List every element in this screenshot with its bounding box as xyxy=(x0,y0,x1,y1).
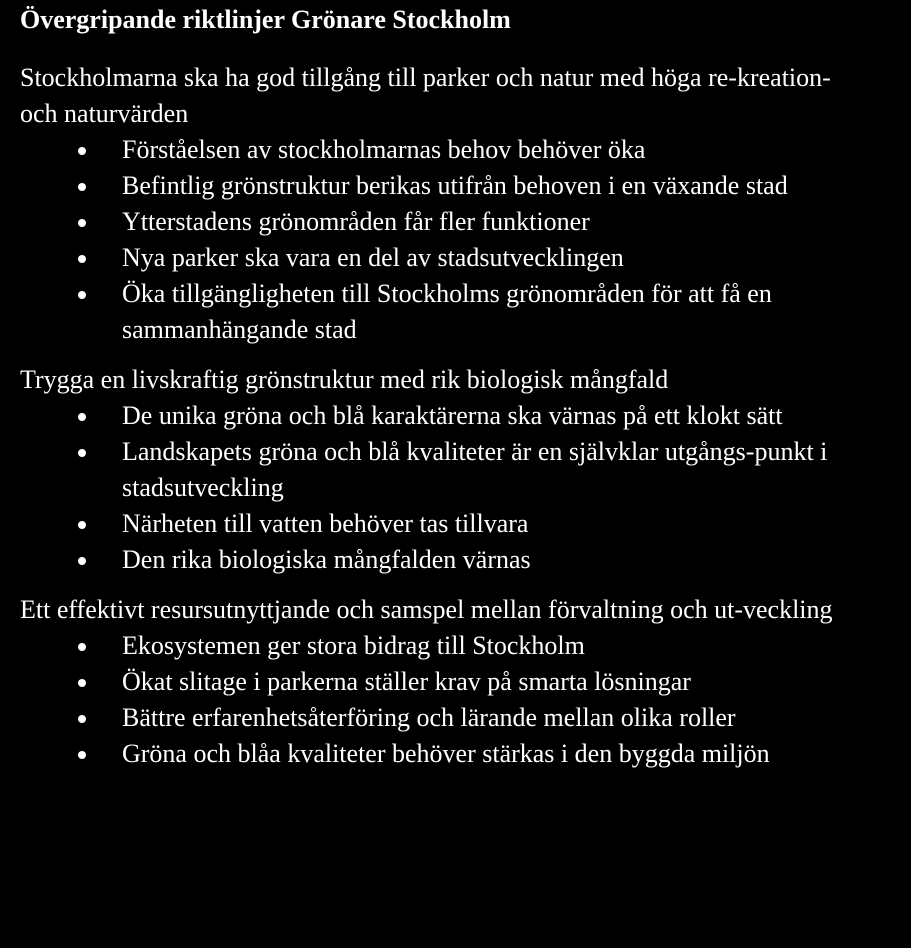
bullet-icon xyxy=(78,255,86,263)
list-item-text: Nya parker ska vara en del av stadsutvecklingen xyxy=(122,243,624,272)
bullet-icon xyxy=(78,449,86,457)
list-item xyxy=(20,664,881,700)
bullet-icon xyxy=(78,413,86,421)
bullet-icon xyxy=(78,521,86,529)
list-item xyxy=(20,628,881,664)
list-item xyxy=(20,276,881,348)
list-item-text: Bättre erfarenhetsåterföring och lärande mellan olika roller xyxy=(122,703,736,732)
list-item-text: Öka tillgängligheten till Stockholms grönområden för att få en sammanhängande stad xyxy=(122,279,772,344)
list-item xyxy=(20,168,881,204)
bullet-list-2 xyxy=(20,398,881,578)
section-heading-2: Trygga en livskraftig grönstruktur med rik biologisk mångfald xyxy=(20,365,669,394)
bullet-icon xyxy=(78,147,86,155)
list-item xyxy=(20,240,881,276)
list-item xyxy=(20,434,881,506)
bullet-icon xyxy=(78,751,86,759)
list-item xyxy=(20,132,881,168)
list-item-text: Den rika biologiska mångfalden värnas xyxy=(122,545,531,574)
bullet-icon xyxy=(78,183,86,191)
bullet-icon xyxy=(78,643,86,651)
section-heading-1: Stockholmarna ska ha god tillgång till parker och natur med höga re-kreation- och naturvärden xyxy=(20,63,831,128)
list-item-text: Ekosystemen ger stora bidrag till Stockholm xyxy=(122,631,585,660)
list-item xyxy=(20,700,881,736)
bullet-icon xyxy=(78,219,86,227)
bullet-icon xyxy=(78,291,86,299)
list-item-text: Förståelsen av stockholmarnas behov behöver öka xyxy=(122,135,646,164)
bullet-icon xyxy=(78,715,86,723)
bullet-list-3 xyxy=(20,628,881,772)
bullet-list-1 xyxy=(20,132,881,348)
list-item-text: Gröna och blåa kvaliteter behöver stärkas i den byggda miljön xyxy=(122,739,770,768)
list-item xyxy=(20,542,881,578)
list-item xyxy=(20,398,881,434)
list-item-text: Närheten till vatten behöver tas tillvara xyxy=(122,509,529,538)
list-item-text: Landskapets gröna och blå kvaliteter är en självklar utgångs-punkt i stadsutveckling xyxy=(122,437,828,502)
list-item-text: Ytterstadens grönområden får fler funktioner xyxy=(122,207,590,236)
list-item-text: Befintlig grönstruktur berikas utifrån behoven i en växande stad xyxy=(122,171,788,200)
bullet-icon xyxy=(78,557,86,565)
document-page xyxy=(0,2,911,948)
section-heading-3: Ett effektivt resursutnyttjande och samspel mellan förvaltning och ut-veckling xyxy=(20,595,833,624)
list-item-text: De unika gröna och blå karaktärerna ska värnas på ett klokt sätt xyxy=(122,401,783,430)
bullet-icon xyxy=(78,679,86,687)
list-item xyxy=(20,736,881,772)
list-item xyxy=(20,506,881,542)
list-item-text: Ökat slitage i parkerna ställer krav på smarta lösningar xyxy=(122,667,691,696)
list-item xyxy=(20,204,881,240)
document-title: Övergripande riktlinjer Grönare Stockholm xyxy=(20,5,511,34)
